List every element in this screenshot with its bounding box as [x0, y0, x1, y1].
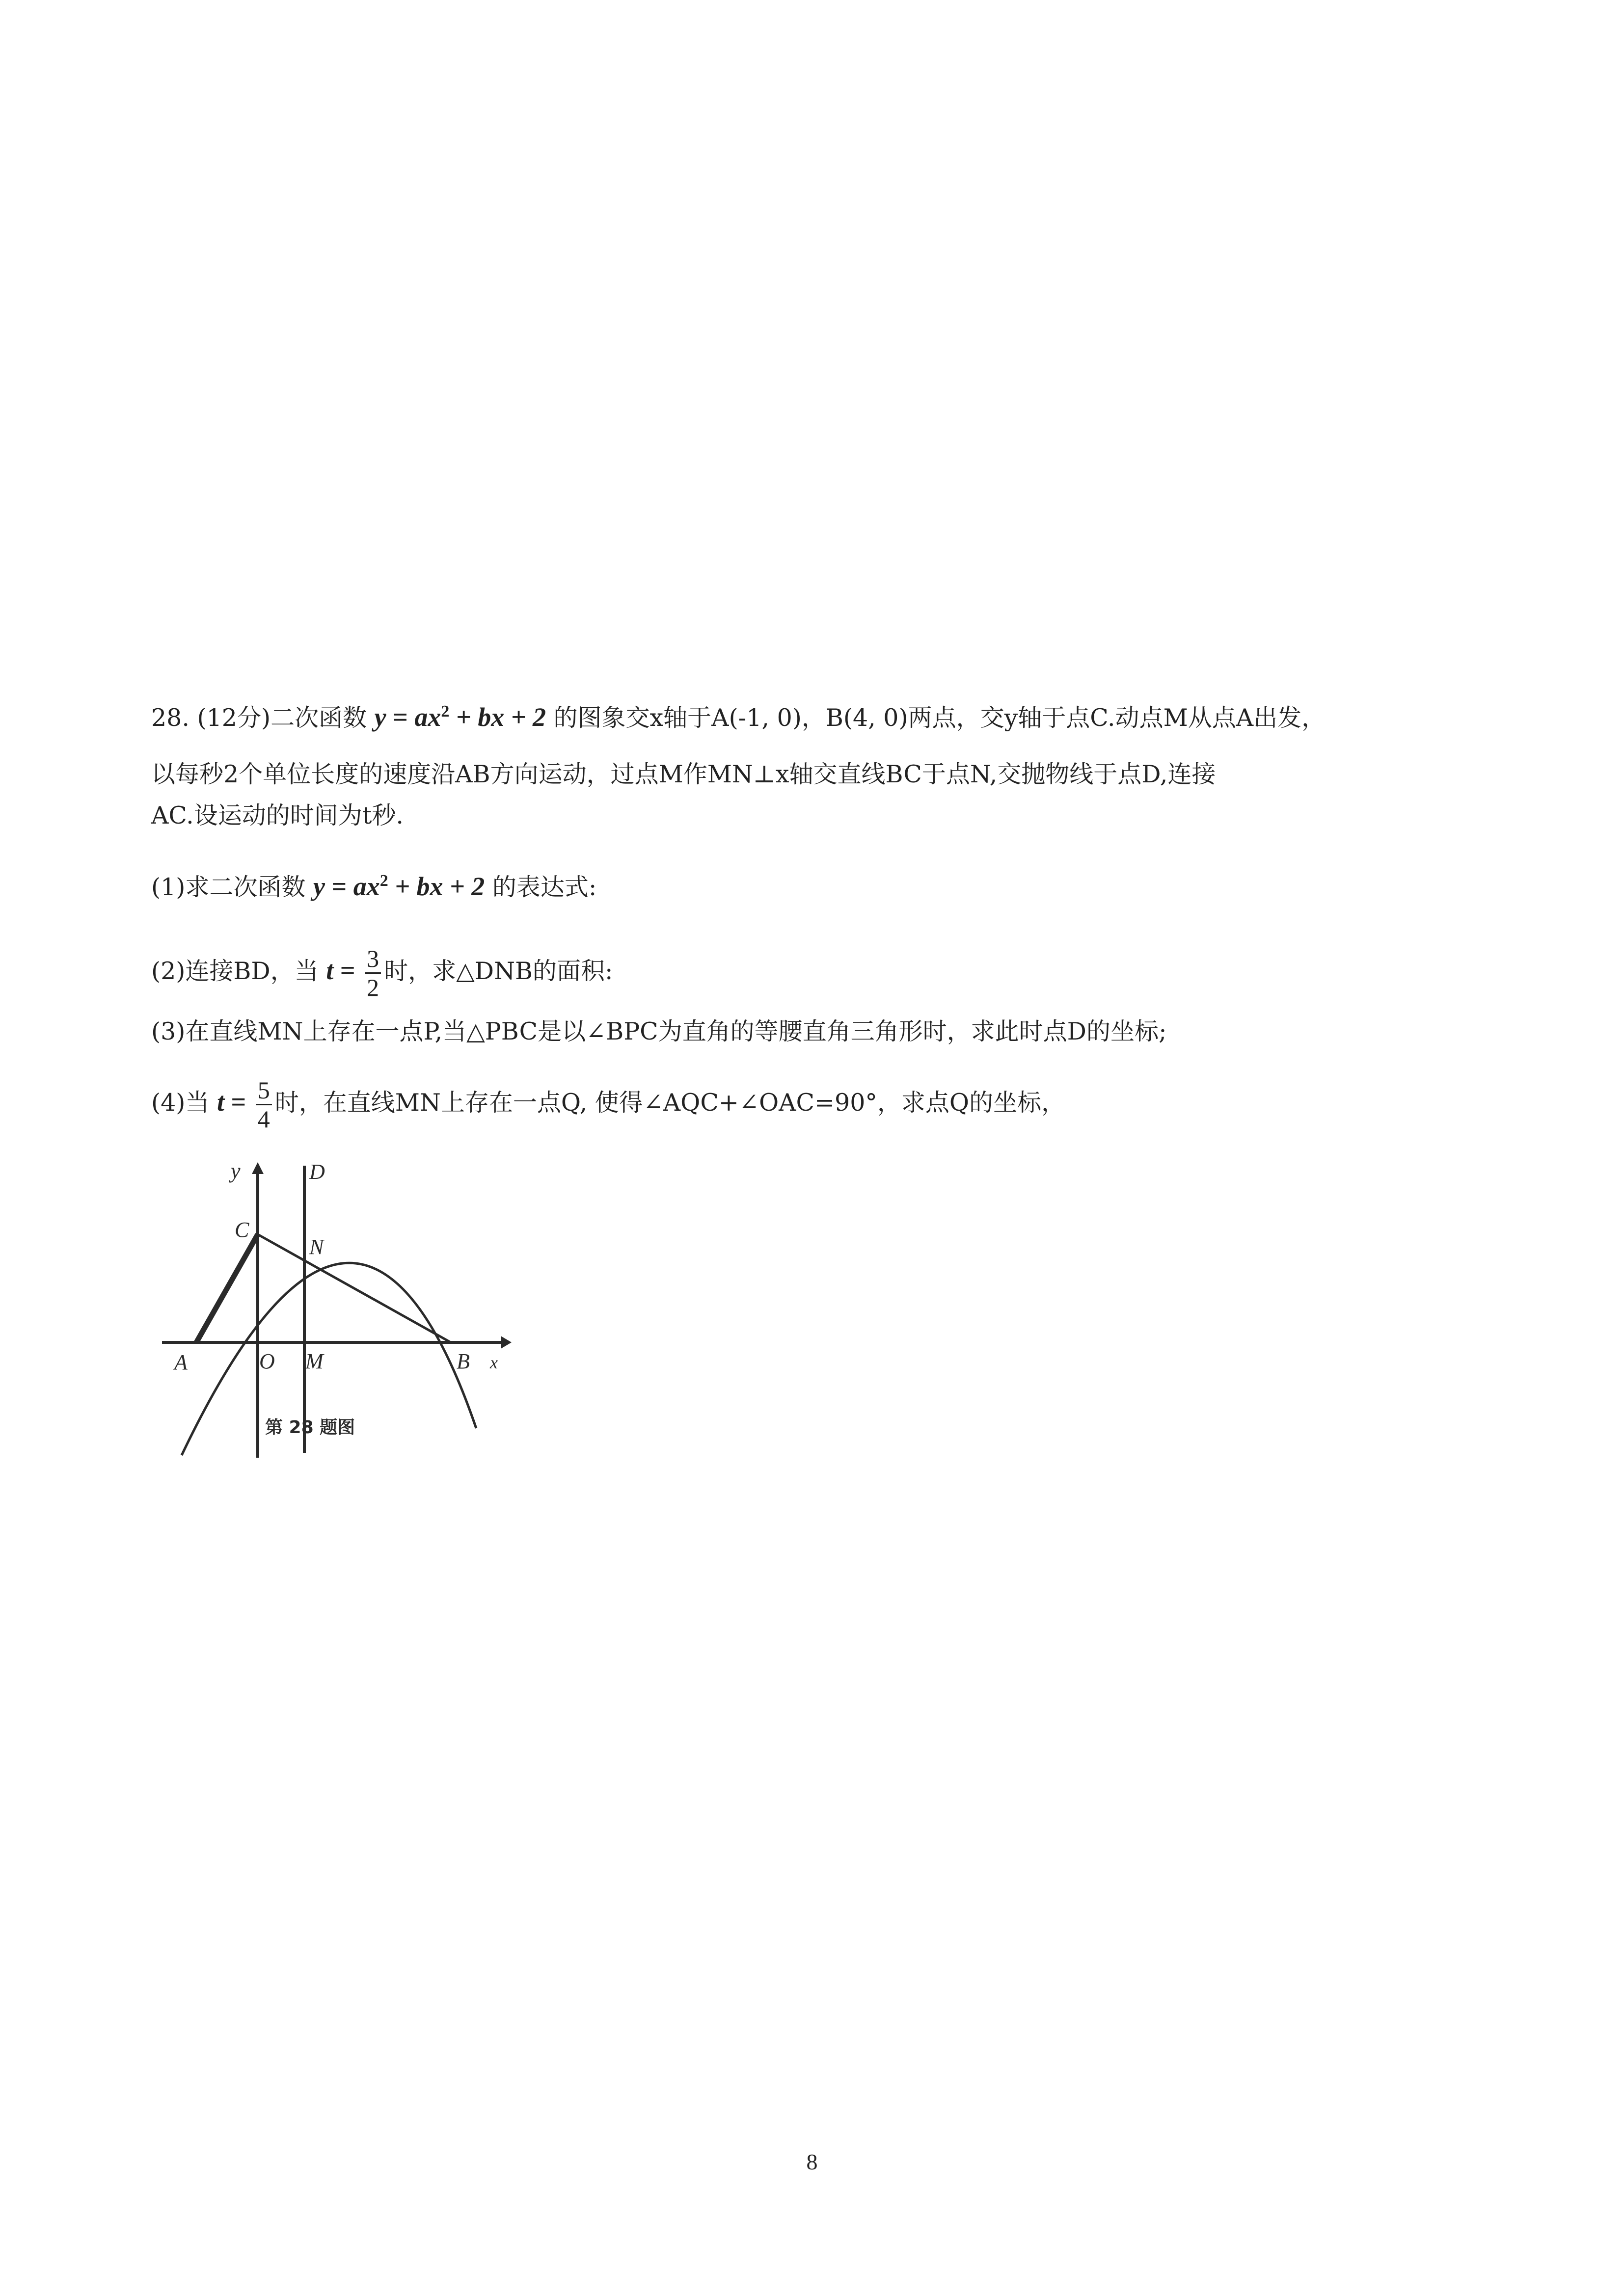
figure-caption: 第 28 题图: [265, 1417, 355, 1438]
label-o: O: [259, 1349, 275, 1373]
fraction-three-halves: $\frac{3}{2}$: [365, 945, 381, 1001]
label-x: x: [490, 1353, 498, 1372]
question-1: (1)求二次函数 $y = ax^2$ + bx + 2 的表达式:: [151, 872, 597, 901]
problem-intro-line-2: 以每秒2个单位长度的速度沿AB方向运动，过点M作MN⊥x轴交直线BC于点N,交抛物线于点D,连接: [151, 760, 1216, 788]
problem-number-and-intro: 28. (12分)二次函数: [151, 704, 367, 732]
equation: $y = ax^2$ + bx + 2: [313, 872, 485, 901]
label-b: B: [457, 1349, 470, 1373]
segment-cb: [258, 1234, 451, 1342]
t-variable: t =: [217, 1087, 253, 1117]
label-d: D: [309, 1160, 325, 1184]
segment-ac: [196, 1234, 258, 1342]
equation: $y = ax^2$ + bx + 2: [374, 702, 546, 732]
question-4: (4)当 t = $\frac{5}{4}$ 时，在直线MN上存在一点Q, 使得∠AQC+∠OAC=90°，求点Q的坐标，: [151, 1076, 1066, 1133]
page-number: 8: [806, 2149, 818, 2174]
question-3: (3)在直线MN上存在一点P,当△PBC是以∠BPC为直角的等腰直角三角形时，求此时点D的坐标;: [151, 1017, 1167, 1045]
problem-intro-line-3: AC.设运动的时间为t秒.: [151, 801, 404, 829]
label-y: y: [231, 1159, 241, 1183]
fraction-five-quarters: $\frac{5}{4}$: [256, 1076, 272, 1133]
t-variable: t =: [326, 956, 362, 985]
x-axis-arrow: [501, 1336, 512, 1349]
problem-intro-line-1: [151, 697, 1326, 733]
y-axis-arrow: [252, 1162, 264, 1174]
intro-text: 的图象交x轴于A(-1, 0)，B(4, 0)两点，交y轴于点C.动点M从点A出发，: [553, 704, 1326, 732]
label-n: N: [309, 1235, 324, 1259]
parabola-figure: [162, 1158, 520, 1468]
label-a: A: [174, 1350, 188, 1374]
question-2: (2)连接BD，当 t = $\frac{3}{2}$ 时，求△DNB的面积:: [151, 945, 613, 1001]
label-c: C: [235, 1218, 249, 1242]
label-m: M: [305, 1349, 324, 1373]
